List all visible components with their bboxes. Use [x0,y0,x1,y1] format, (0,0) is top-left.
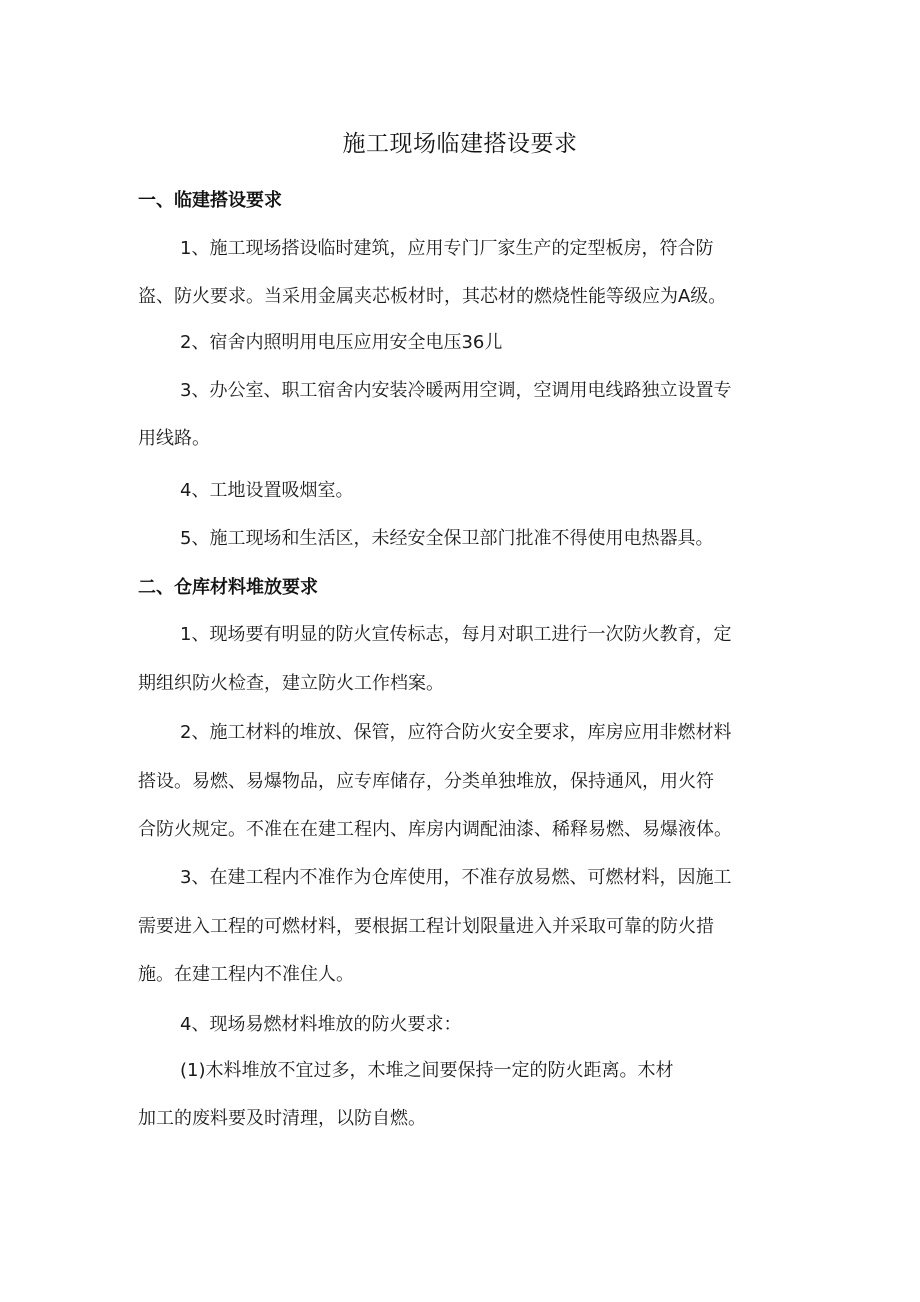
paragraph-line: 4、工地设置吸烟室。 [180,480,354,501]
paragraph-line: 加工的废料要及时清理，以防自燃。 [138,1108,426,1129]
paragraph-line: 合防火规定。不准在在建工程内、库房内调配油漆、稀释易燃、易爆液体。 [138,819,732,840]
paragraph-line: 施。在建工程内不准住人。 [138,964,354,985]
paragraph-line: (1)木料堆放不宜过多，木堆之间要保持一定的防火距离。木材 [180,1060,674,1081]
paragraph-line: 2、宿舍内照明用电压应用安全电压36儿 [180,332,503,353]
paragraph-line: 盗、防火要求。当采用金属夹芯板材时，其芯材的燃烧性能等级应为A级。 [138,286,727,307]
paragraph-line: 用线路。 [138,428,210,449]
paragraph-line: 4、现场易燃材料堆放的防火要求： [180,1014,462,1035]
paragraph-line: 1、现场要有明显的防火宣传标志，每月对职工进行一次防火教育，定 [180,624,732,645]
paragraph-line: 需要进入工程的可燃材料，要根据工程计划限量进入并采取可靠的防火措 [138,916,714,937]
paragraph-line: 期组织防火检查，建立防火工作档案。 [138,673,444,694]
section-heading-2: 二、仓库材料堆放要求 [138,577,318,598]
paragraph-line: 3、办公室、职工宿舍内安装冷暖两用空调，空调用电线路独立设置专 [180,380,732,401]
section-heading-1: 一、临建搭设要求 [138,190,282,211]
paragraph-line: 搭设。易燃、易爆物品，应专库储存，分类单独堆放，保持通风，用火符 [138,771,714,792]
paragraph-line: 1、施工现场搭设临时建筑，应用专门厂家生产的定型板房，符合防 [180,238,714,259]
paragraph-line: 3、在建工程内不准作为仓库使用，不准存放易燃、可燃材料，因施工 [180,867,732,888]
document-title: 施工现场临建搭设要求 [342,131,578,157]
paragraph-line: 2、施工材料的堆放、保管，应符合防火安全要求，库房应用非燃材料 [180,722,732,743]
paragraph-line: 5、施工现场和生活区，未经安全保卫部门批准不得使用电热器具。 [180,528,714,549]
